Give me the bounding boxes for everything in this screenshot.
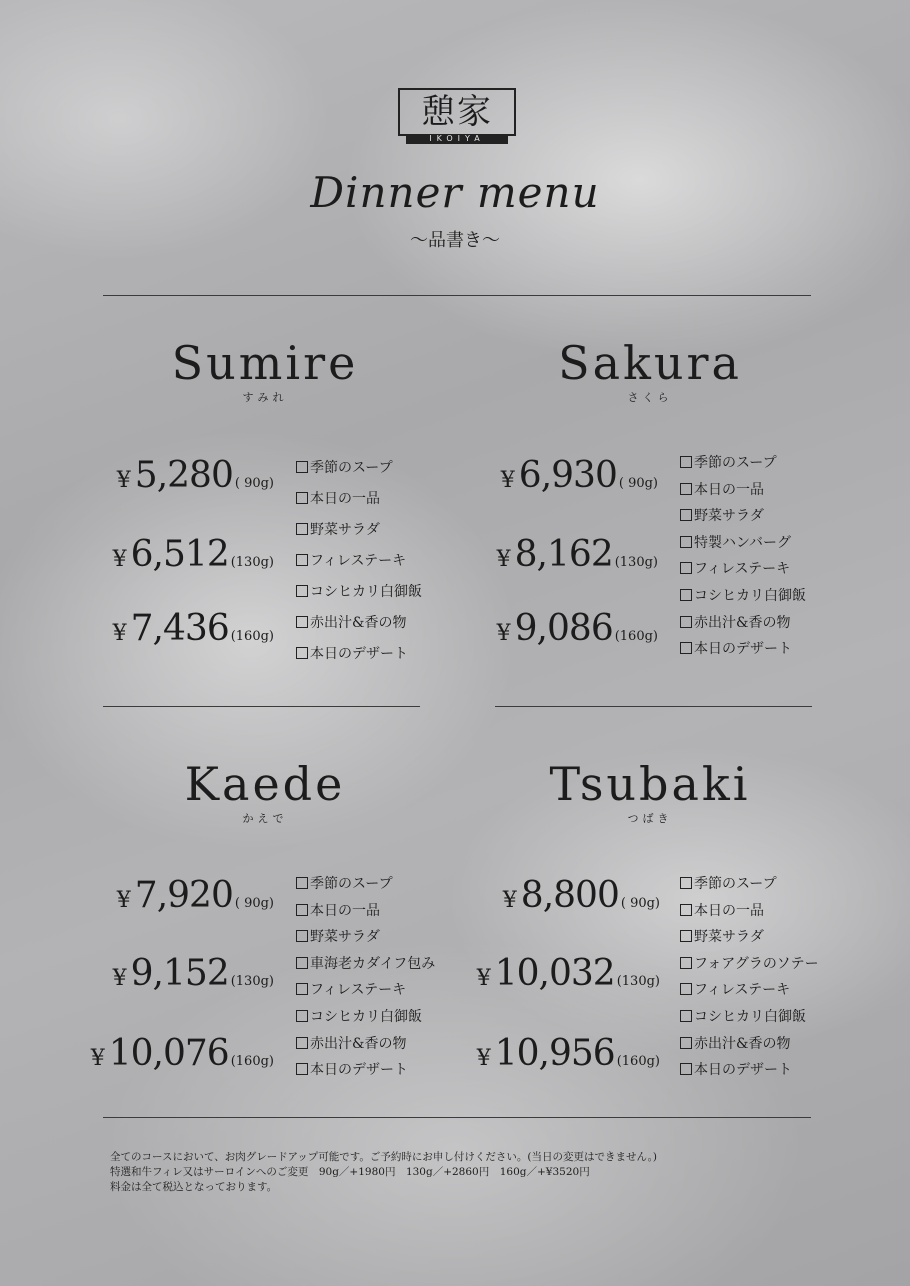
list-item: 野菜サラダ xyxy=(296,924,435,951)
yen-symbol: ¥ xyxy=(476,966,491,991)
list-item: 赤出汁&香の物 xyxy=(680,1031,819,1058)
list-item: 季節のスープ xyxy=(296,453,422,484)
price-sumire-130g xyxy=(112,534,274,575)
course-items-sakura xyxy=(680,450,806,663)
price-weight: (130g) xyxy=(230,555,274,570)
list-item: 野菜サラダ xyxy=(680,924,819,951)
list-item: 本日のデザート xyxy=(680,1057,819,1084)
course-items-sumire xyxy=(296,453,422,670)
price-kaede-130g xyxy=(112,953,274,994)
price-weight: (130g) xyxy=(230,974,274,989)
list-item: 野菜サラダ xyxy=(296,515,422,546)
price-amount: 10,956 xyxy=(494,1033,615,1074)
list-item: 季節のスープ xyxy=(680,450,806,477)
price-weight: (160g) xyxy=(230,1054,274,1069)
list-item: 本日のデザート xyxy=(680,636,806,663)
yen-symbol: ¥ xyxy=(496,547,511,572)
course-kana-sakura: さくら xyxy=(627,391,673,404)
list-item: 野菜サラダ xyxy=(680,503,806,530)
list-item: 季節のスープ xyxy=(680,871,819,898)
price-weight: ( 90g) xyxy=(618,476,658,491)
list-item: フィレステーキ xyxy=(680,556,806,583)
logo-mark: 憩家 xyxy=(398,88,516,136)
course-kana-tsubaki: つばき xyxy=(627,812,673,825)
price-weight: ( 90g) xyxy=(620,896,660,911)
course-kana-kaede: かえで xyxy=(242,812,288,825)
price-weight: ( 90g) xyxy=(234,476,274,491)
list-item: コシヒカリ白御飯 xyxy=(296,1004,435,1031)
price-sakura-130g xyxy=(496,534,658,575)
price-amount: 10,076 xyxy=(108,1033,229,1074)
yen-symbol: ¥ xyxy=(112,621,127,646)
price-weight: (160g) xyxy=(230,629,274,644)
footnotes xyxy=(110,1150,810,1195)
price-amount: 8,162 xyxy=(514,534,613,575)
price-sakura-90g xyxy=(500,455,658,496)
course-name-kaede: Kaede xyxy=(184,757,346,811)
course-kana-sumire: すみれ xyxy=(242,391,288,404)
price-amount: 9,086 xyxy=(514,608,613,649)
restaurant-logo xyxy=(398,88,520,150)
yen-symbol: ¥ xyxy=(90,1046,105,1071)
price-amount: 10,032 xyxy=(494,953,615,994)
price-amount: 5,280 xyxy=(134,455,233,496)
list-item: コシヒカリ白御飯 xyxy=(680,583,806,610)
price-kaede-160g xyxy=(90,1033,274,1074)
list-item: フィレステーキ xyxy=(680,977,819,1004)
price-weight: ( 90g) xyxy=(234,896,274,911)
price-amount: 6,930 xyxy=(518,455,617,496)
course-items-kaede xyxy=(296,871,435,1084)
price-amount: 7,920 xyxy=(134,875,233,916)
price-sakura-160g xyxy=(496,608,658,649)
list-item: コシヒカリ白御飯 xyxy=(680,1004,819,1031)
yen-symbol: ¥ xyxy=(496,621,511,646)
price-weight: (160g) xyxy=(616,1054,660,1069)
menu-subtitle: 〜品書き〜 xyxy=(410,230,500,251)
price-amount: 7,436 xyxy=(130,608,229,649)
list-item: 赤出汁&香の物 xyxy=(296,1031,435,1058)
yen-symbol: ¥ xyxy=(116,888,131,913)
course-name-tsubaki: Tsubaki xyxy=(549,757,751,811)
course-items-tsubaki xyxy=(680,871,819,1084)
note-wagyu-change: 特選和牛フィレ又はサーロインへのご変更 90g／+1980円 130g／+2860円 160g／+¥3520円 xyxy=(110,1166,590,1178)
price-amount: 9,152 xyxy=(130,953,229,994)
bottom-divider xyxy=(103,1117,811,1118)
mid-divider-right xyxy=(495,706,812,707)
price-tsubaki-160g xyxy=(476,1033,660,1074)
price-weight: (130g) xyxy=(614,555,658,570)
list-item: 本日のデザート xyxy=(296,639,422,670)
price-sumire-160g xyxy=(112,608,274,649)
yen-symbol: ¥ xyxy=(476,1046,491,1071)
list-item: フォアグラのソテー xyxy=(680,951,819,978)
list-item: フィレステーキ xyxy=(296,546,422,577)
price-kaede-90g xyxy=(116,875,274,916)
price-sumire-90g xyxy=(116,455,274,496)
list-item: 本日の一品 xyxy=(680,477,806,504)
price-amount: 8,800 xyxy=(520,875,619,916)
price-tsubaki-90g xyxy=(502,875,660,916)
note-upgrade: 全てのコースにおいて、お肉グレードアップ可能です。ご予約時にお申し付けください。(当日の変更はできません。) xyxy=(110,1151,657,1163)
yen-symbol: ¥ xyxy=(112,547,127,572)
price-amount: 6,512 xyxy=(130,534,229,575)
list-item: 本日の一品 xyxy=(680,898,819,925)
yen-symbol: ¥ xyxy=(112,966,127,991)
price-tsubaki-130g xyxy=(476,953,660,994)
yen-symbol: ¥ xyxy=(502,888,517,913)
list-item: 本日のデザート xyxy=(296,1057,435,1084)
logo-subtext: IKOIYA xyxy=(406,134,508,144)
list-item: コシヒカリ白御飯 xyxy=(296,577,422,608)
yen-symbol: ¥ xyxy=(116,468,131,493)
list-item: 本日の一品 xyxy=(296,898,435,925)
price-weight: (130g) xyxy=(616,974,660,989)
note-tax-included: 料金は全て税込となっております。 xyxy=(110,1181,278,1193)
course-name-sumire: Sumire xyxy=(171,336,359,390)
list-item: 本日の一品 xyxy=(296,484,422,515)
list-item: 特製ハンバーグ xyxy=(680,530,806,557)
mid-divider-left xyxy=(103,706,420,707)
list-item: 赤出汁&香の物 xyxy=(296,608,422,639)
yen-symbol: ¥ xyxy=(500,468,515,493)
top-divider xyxy=(103,295,811,296)
list-item: 赤出汁&香の物 xyxy=(680,610,806,637)
price-weight: (160g) xyxy=(614,629,658,644)
list-item: フィレステーキ xyxy=(296,977,435,1004)
menu-title: Dinner menu xyxy=(310,168,600,217)
list-item: 車海老カダイフ包み xyxy=(296,951,435,978)
course-name-sakura: Sakura xyxy=(558,336,742,390)
list-item: 季節のスープ xyxy=(296,871,435,898)
